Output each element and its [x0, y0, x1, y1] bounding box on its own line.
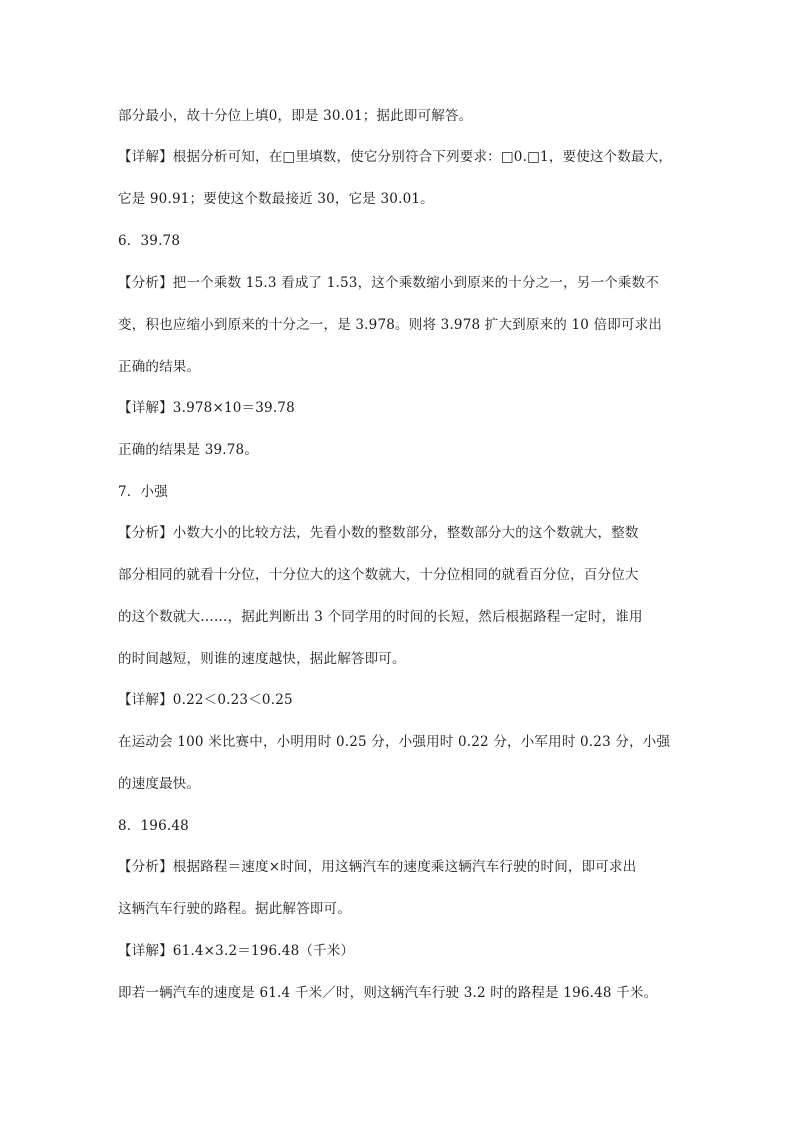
text-line: 【详解】根据分析可知，在□里填数，使它分别符合下列要求：□0.□1，要使这个数最大，	[118, 149, 673, 165]
text-line: 的时间越短，则谁的速度越快，据此解答即可。	[118, 651, 406, 667]
text-line: 的速度最快。	[118, 776, 201, 792]
question-answer-8: 8．196.48	[118, 818, 189, 834]
text-line: 变，积也应缩小到原来的十分之一，是 3.978。则将 3.978 扩大到原来的 10 倍即可求出	[118, 317, 663, 333]
text-line: 部分相同的就看十分位，十分位大的这个数就大，十分位相同的就看百分位，百分位大	[118, 567, 639, 583]
text-line: 【详解】3.978×10＝39.78	[118, 400, 295, 416]
text-line: 正确的结果。	[118, 359, 201, 375]
text-line: 【详解】0.22＜0.23＜0.25	[118, 692, 293, 708]
text-line: 它是 90.91；要使这个数最接近 30，它是 30.01。	[118, 191, 434, 207]
text-line: 【详解】61.4×3.2＝196.48（千米）	[118, 943, 355, 959]
text-line: 【分析】根据路程＝速度×时间，用这辆汽车的速度乘这辆汽车行驶的时间，即可求出	[118, 859, 637, 875]
text-line: 正确的结果是 39.78。	[118, 442, 259, 458]
text-line: 部分最小，故十分位上填0，即是 30.01；据此即可解答。	[118, 108, 473, 124]
question-answer-7: 7．小强	[118, 484, 168, 500]
text-line: 【分析】把一个乘数 15.3 看成了 1.53，这个乘数缩小到原来的十分之一，另一个乘数不	[118, 275, 659, 291]
question-answer-6: 6．39.78	[118, 233, 181, 249]
text-line: 【分析】小数大小的比较方法，先看小数的整数部分，整数部分大的这个数就大，整数	[118, 525, 639, 541]
text-line: 在运动会 100 米比赛中，小明用时 0.25 分，小强用时 0.22 分，小军用时 0.23 分，小强	[118, 734, 671, 750]
text-line: 这辆汽车行驶的路程。据此解答即可。	[118, 901, 351, 917]
text-line: 即若一辆汽车的速度是 61.4 千米／时，则这辆汽车行驶 3.2 时的路程是 196.48 千米。	[118, 985, 658, 1001]
text-line: 的这个数就大……，据此判断出 3 个同学用的时间的长短，然后根据路程一定时，谁用	[118, 609, 643, 625]
